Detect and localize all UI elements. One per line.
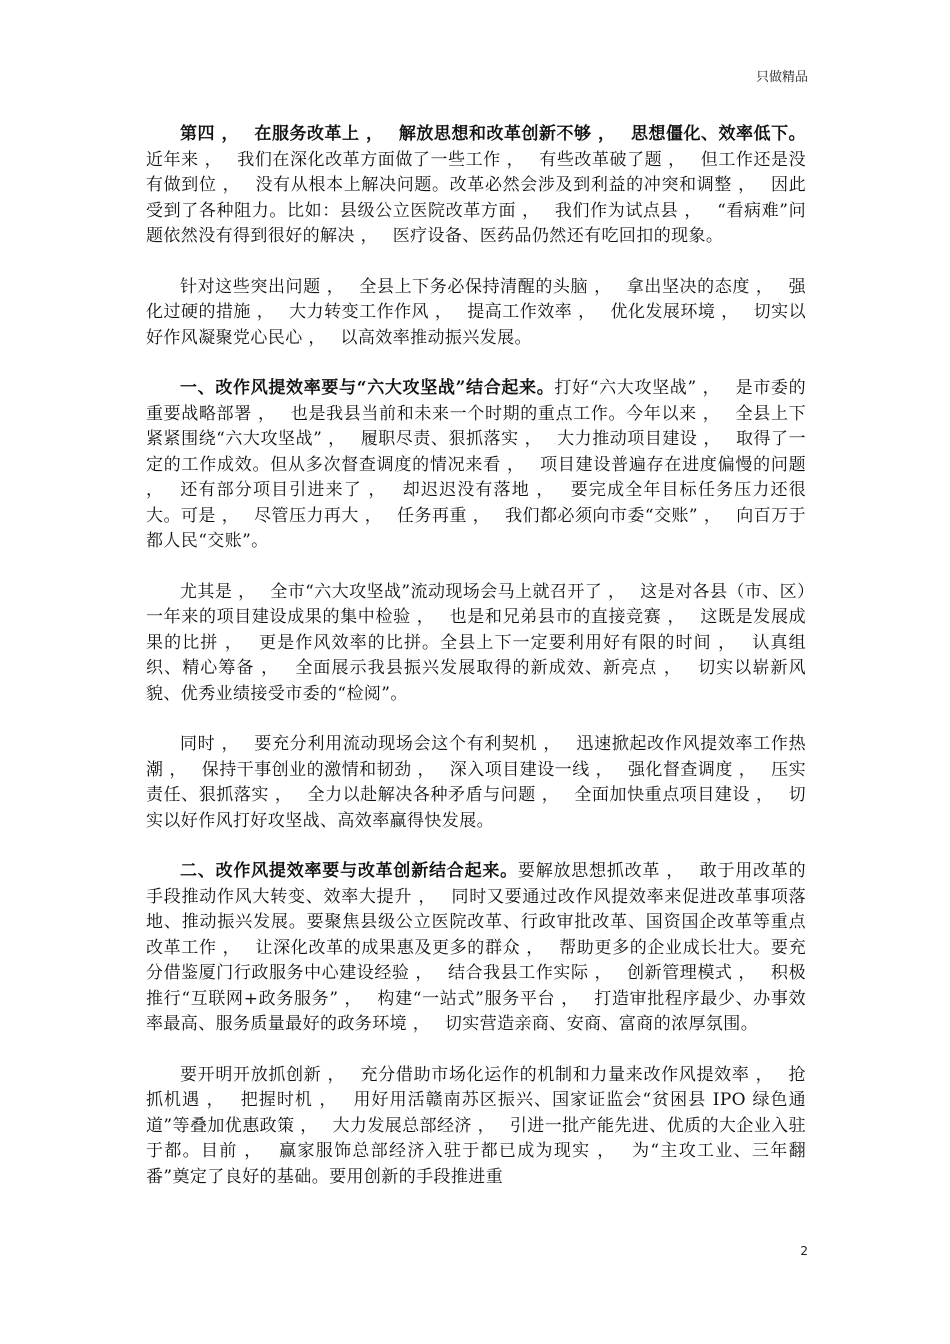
paragraph-lead: 一、改作风提效率要与“六大攻坚战”结合起来。	[180, 378, 555, 398]
paragraph-text: 打好“六大攻坚战” ， 是市委的重要战略部署 ， 也是我县当前和未来一个时期的重点工作。今年以来 ， 全县上下紧紧围绕“六大攻坚战” ， 履职尽责、狠抓落实 ， 大力推动项目建设 ， 取得了一定的工作成效。但从多次督查调度的情况来看 ， 项目建设普遍存在进度偏慢的问题 ， 还有部分项目引进来了 ， 却迟迟没有落地 ， 要完成全年目标任务压力还很大。可是 ， 尽管压力再大 ， 任务再重 ， 我们都必须向市委“交账” ， 向百万于都人民“交账”。	[146, 378, 806, 551]
paragraph-section-one	[146, 376, 806, 555]
document-body	[146, 122, 806, 1215]
paragraph-text: 要开明开放抓创新 ， 充分借助市场化运作的机制和力量来改作风提效率 ， 抢抓机遇 ， 把握时机 ， 用好用活赣南苏区振兴、国家证监会“贫困县 IPO 绿色通道”等叠加优惠政策 ， 大力发展总部经济 ， 引进一批产能先进、优质的大企业入驻于都。目前 ， 赢家服饰总部经济入驻于都已成为现实 ， 为“主攻工业、三年翻番”奠定了良好的基础。要用创新的手段推进重	[146, 1064, 806, 1187]
paragraph-text: 近年来 ， 我们在深化改革方面做了一些工作 ， 有些改革破了题 ， 但工作还是没有做到位 ， 没有从根本上解决问题。改革必然会涉及到利益的冲突和调整 ， 因此受到了各种阻力。比如：县级公立医院改革方面 ， 我们作为试点县 ， “看病难”问题依然没有得到很好的解决 ， 医疗设备、医药品仍然还有吃回扣的现象。	[146, 149, 806, 246]
paragraph-lead: 二、改作风提效率要与改革创新结合起来。	[180, 861, 518, 881]
paragraph-text: 针对这些突出问题 ， 全县上下务必保持清醒的头脑 ， 拿出坚决的态度 ， 强化过硬的措施 ， 大力转变工作作风 ， 提高工作效率 ， 优化发展环境 ， 切实以好作风凝聚党心民心 ， 以高效率推动振兴发展。	[146, 276, 806, 348]
paragraph-response	[146, 275, 806, 352]
paragraph-text: 要解放思想抓改革 ， 敢于用改革的手段推动作风大转变、效率大提升 ， 同时又要通过改作风提效率来促进改革事项落地、推动振兴发展。要聚焦县级公立医院改革、行政审批改革、国资国企改革等重点改革工作 ， 让深化改革的成果惠及更多的群众 ， 帮助更多的企业成长壮大。要充分借鉴厦门行政服务中心建设经验 ， 结合我县工作实际 ， 创新管理模式 ， 积极推行“互联网+政务服务” ， 构建“一站式”服务平台 ， 打造审批程序最少、办事效率最高、服务质量最好的政务环境 ， 切实营造亲商、安商、富商的浓厚氛围。	[146, 861, 806, 1034]
paragraph-service-reform	[146, 122, 806, 250]
paragraph-section-two	[146, 859, 806, 1038]
paragraph-text: 尤其是 ， 全市“六大攻坚战”流动现场会马上就召开了 ， 这是对各县（市、区）一年来的项目建设成果的集中检验 ， 也是和兄弟县市的直接竞赛 ， 这既是发展成果的比拼 ， 更是作风效率的比拼。全县上下一定要利用好有限的时间 ， 认真组织、精心筹备 ， 全面展示我县振兴发展取得的新成效、新亮点 ， 切实以崭新风貌、优秀业绩接受市委的“检阅”。	[146, 581, 806, 704]
paragraph-meanwhile	[146, 732, 806, 834]
page-header: 只做精品	[755, 70, 808, 85]
paragraph-lead: 第四 ， 在服务改革上 ， 解放思想和改革创新不够 ， 思想僵化、效率低下。	[180, 124, 806, 144]
paragraph-text: 同时 ， 要充分利用流动现场会这个有利契机 ， 迅速掀起改作风提效率工作热潮 ， 保持干事创业的激情和韧劲 ， 深入项目建设一线 ， 强化督查调度 ， 压实责任、狠抓落实 ， 全力以赴解决各种矛盾与问题 ， 全面加快重点项目建设 ， 切实以好作风打好攻坚战、高效率赢得快发展。	[146, 734, 806, 831]
paragraph-especially	[146, 580, 806, 708]
page-number: 2	[800, 1244, 808, 1258]
paragraph-innovation	[146, 1063, 806, 1191]
